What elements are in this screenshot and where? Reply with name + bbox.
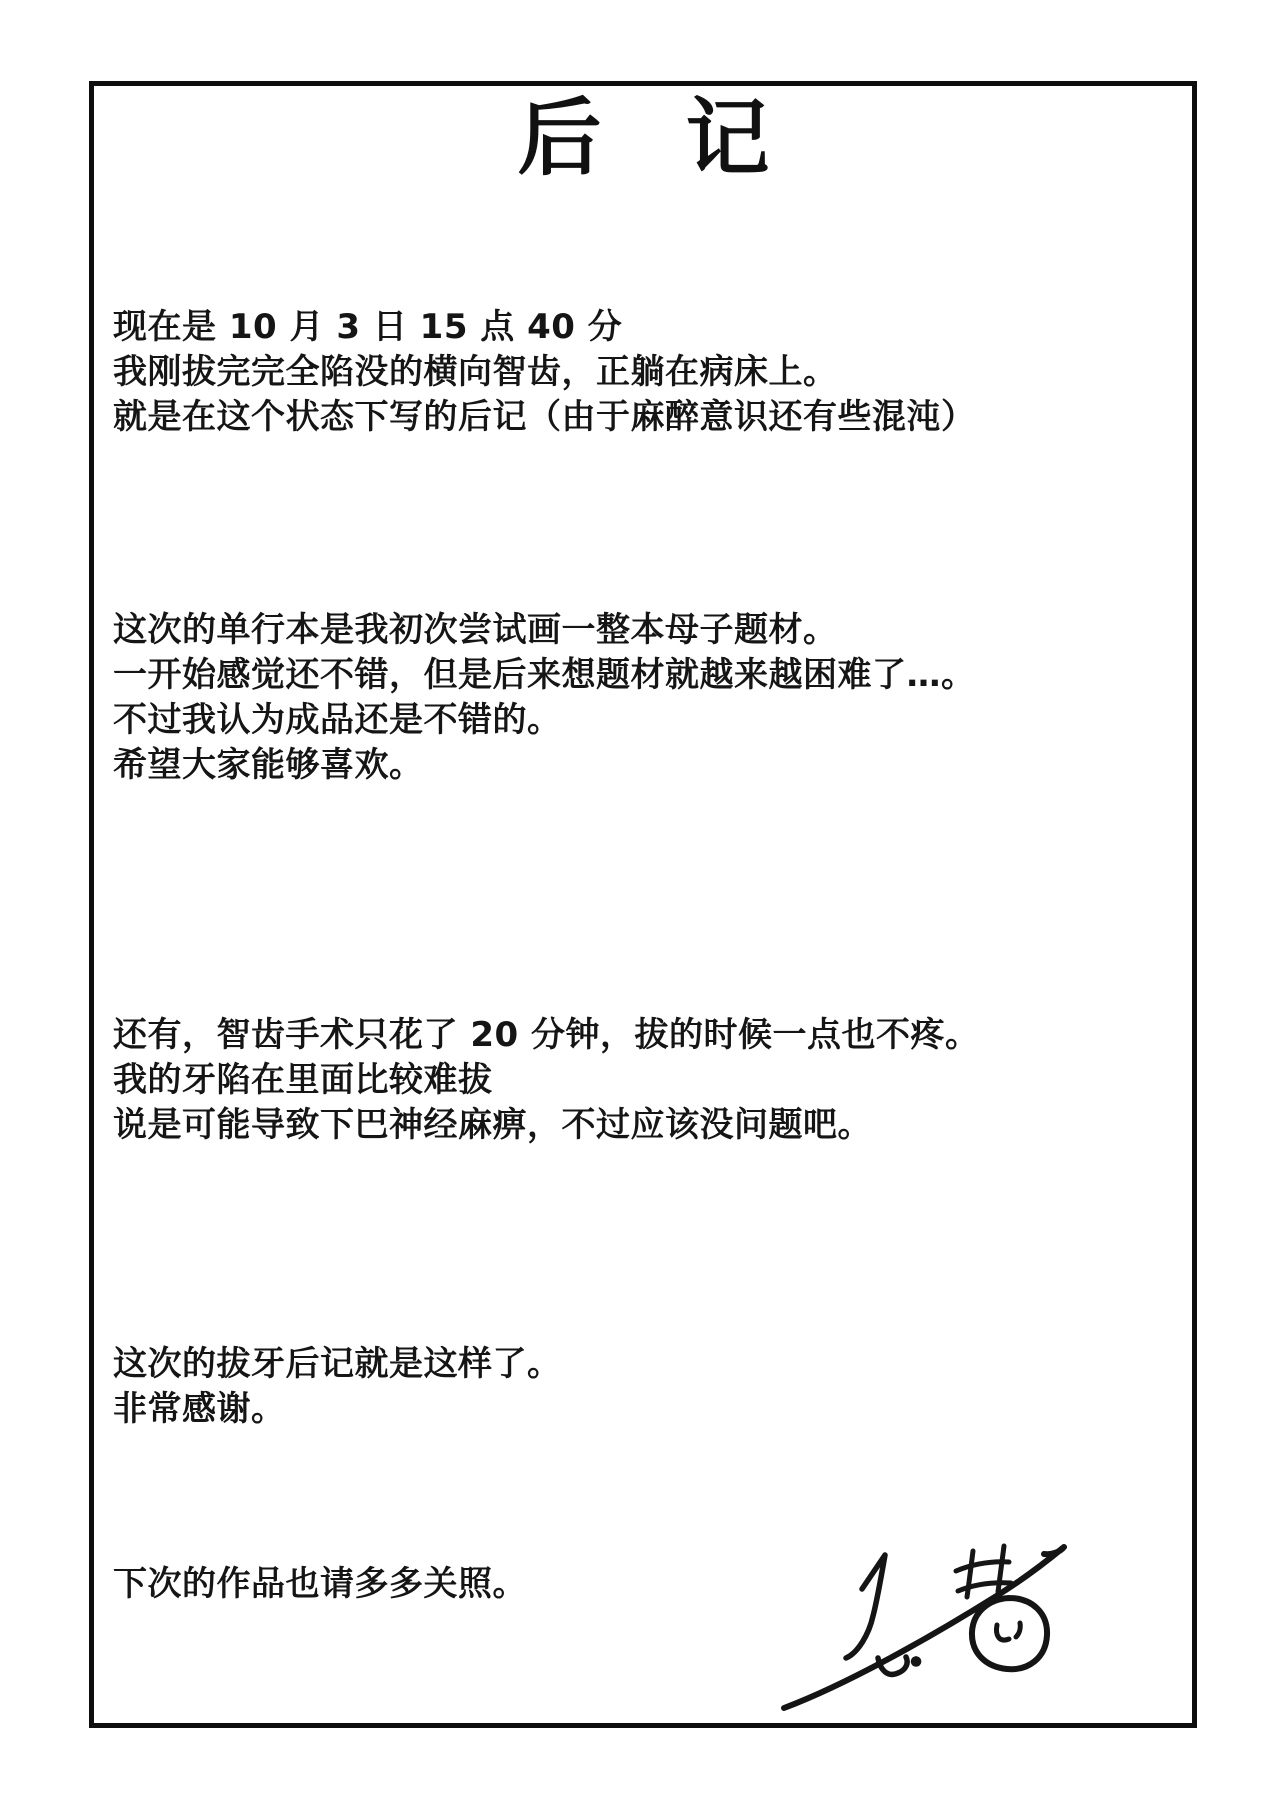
signature-circle-inner-right — [1016, 1623, 1020, 1637]
text-line: 非常感谢。 — [113, 1389, 286, 1429]
text-line: 就是在这个状态下写的后记（由于麻醉意识还有些混沌） — [113, 397, 976, 437]
signature-peak-stroke — [846, 1555, 885, 1658]
text-line: 现在是 10 月 3 日 15 点 40 分 — [113, 307, 623, 347]
text-line: 还有，智齿手术只花了 20 分钟，拔的时候一点也不疼。 — [113, 1015, 980, 1055]
text-line: 这次的拔牙后记就是这样了。 — [113, 1344, 562, 1384]
text-line: 我刚拔完完全陷没的横向智齿，正躺在病床上。 — [113, 352, 838, 392]
paragraph-farewell — [113, 1562, 527, 1607]
paragraph-surgery — [113, 1013, 980, 1148]
paragraph-intro — [113, 305, 976, 440]
text-line: 一开始感觉还不错，但是后来想题材就越来越困难了…。 — [113, 655, 976, 695]
signature-circle-inner-left — [997, 1625, 1010, 1640]
paragraph-closing — [113, 1342, 562, 1432]
text-line: 我的牙陷在里面比较难拔 — [113, 1060, 493, 1100]
signature-circle — [972, 1598, 1047, 1669]
text-line: 希望大家能够喜欢。 — [113, 745, 424, 785]
signature-hook-dot — [914, 1659, 919, 1664]
author-signature — [770, 1505, 1130, 1730]
text-line: 下次的作品也请多多关照。 — [113, 1564, 527, 1604]
text-line: 说是可能导致下巴神经麻痹，不过应该没问题吧。 — [113, 1105, 872, 1145]
paragraph-book — [113, 608, 976, 788]
text-line: 这次的单行本是我初次尝试画一整本母子题材。 — [113, 610, 838, 650]
text-line: 不过我认为成品还是不错的。 — [113, 700, 562, 740]
page-title: 后 记 — [517, 89, 770, 187]
